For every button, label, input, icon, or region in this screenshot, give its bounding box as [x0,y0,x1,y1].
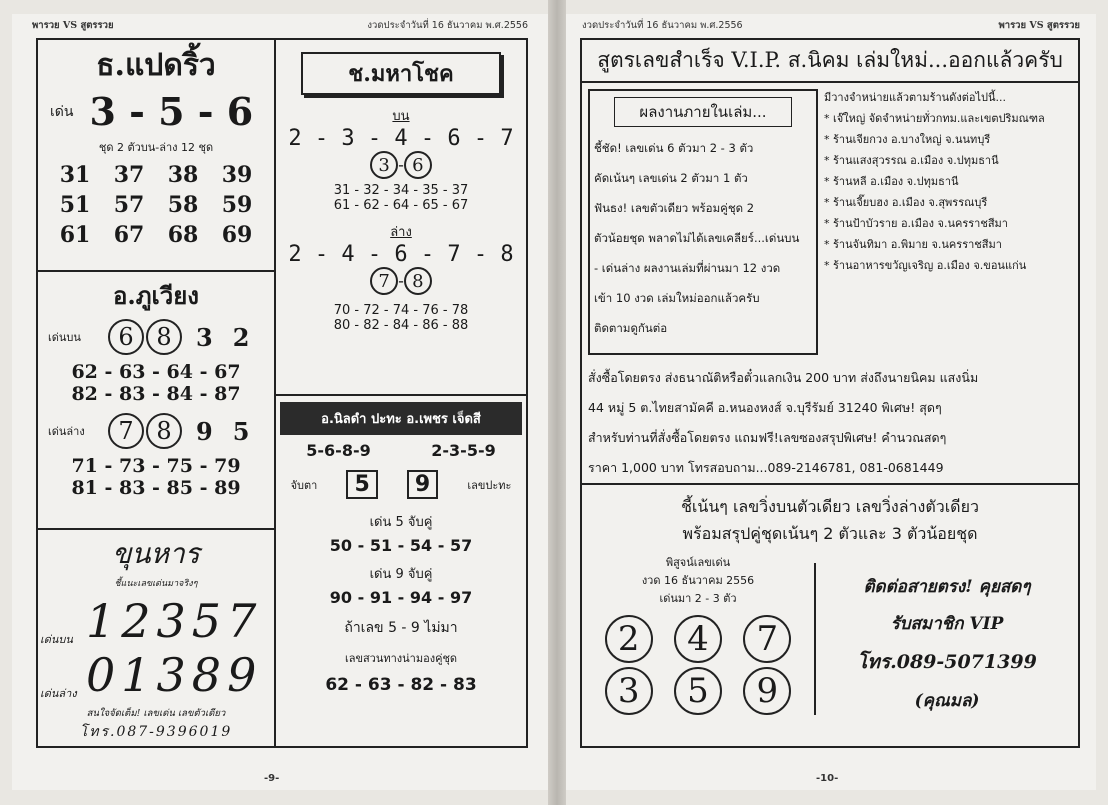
plain-digit: 9 [196,416,213,446]
proof-date: งวด 16 ธันวาคม 2556 [641,574,755,587]
ad-frame [580,38,1080,748]
lead9-label: เด่น 9 จับคู่ [369,567,433,582]
order-lines [582,363,1078,485]
top-label: บน [392,109,410,124]
top-circled: 3 - 6 [276,151,526,179]
bottom-pairs-2: 80 - 82 - 84 - 86 - 88 [333,318,469,333]
section-title: ขุนหาร [112,537,200,570]
order-line: ราคา 1,000 บาท โทรสอบถาม...089-2146781, 081-0681449 [588,460,944,475]
pair-value: 58 [167,192,199,218]
shop-lines [824,110,1072,274]
top-pairs-2: 61 - 62 - 64 - 65 - 67 [333,198,469,213]
pair-value: 39 [221,162,253,188]
contact-box [814,563,1078,715]
headline: สูตรเลขสำเร็จ V.I.P. ส.นิคม เล่มใหม่...ออกแล้วครับ [582,40,1078,83]
proof-circle: 7 [743,615,791,663]
lead9-line: 90 - 91 - 94 - 97 [329,588,473,607]
inner-line: คัดเน้นๆ เลขเด่น 2 ตัวมา 1 ตัว [594,171,748,185]
pair-row [48,192,264,218]
lead5-line: 50 - 51 - 54 - 57 [329,536,473,555]
bottom-circled: 7 - 8 [276,267,526,295]
shop-item: * ร้านหลี อ.เมือง จ.ปทุมธานี [824,175,959,189]
shops-intro: มีวางจำหน่ายแล้วตามร้านดังต่อไปนี้... [824,91,1006,104]
banner: อ.นิลดำ ปะทะ อ.เพชร เจ็ดสี [280,402,522,435]
plain-digit: 5 [232,416,250,446]
right-set: 2-3-5-9 [431,441,496,460]
inner-lines [594,133,812,343]
order-line: สั่งซื้อโดยตรง ส่งธนาณัติหรือตั๋วแลกเงิน 200 บาท ส่งถึงนายนิคม แสงนิ่ม [588,370,979,385]
inner-title: ผลงานภายในเล่ม... [614,97,792,127]
circled-digit: 8 [146,319,182,355]
section-khunhan [38,532,274,754]
catch-suffix: เลขปะทะ [467,478,512,492]
inner-line: - เด่นล่าง ผลงานเล่มที่ผ่านมา 12 งวด [594,261,781,275]
page-gutter [548,0,566,805]
pair-value: 67 [113,222,145,248]
inner-line: เข้า 10 งวด เล่มใหม่ออกแล้วครับ [594,291,760,305]
circled-digit: 6 [404,151,432,179]
top-line-2: 82 - 83 - 84 - 87 [71,383,241,405]
proof-box [582,553,814,715]
proof-sub: เด่นมา 2 - 3 ตัว [659,592,737,605]
circled-digit: 7 [370,267,398,295]
phone: โทร.087-9396019 [79,724,233,740]
page-number: -9- [264,773,280,784]
shop-item: * ร้านเจียกวง อ.บางใหญ่ จ.นนทบุรี [824,133,991,147]
section-title: ธ.แปดริ้ว [96,48,216,83]
top-label: เด่นบน [40,633,73,646]
bottom-line-2: 81 - 83 - 85 - 89 [71,477,241,499]
pair-value: 61 [59,222,91,248]
pair-row [48,162,264,188]
plain-digit: 2 [232,322,250,352]
right-column [276,38,528,748]
pair-grid [38,162,274,248]
proof-circle: 3 [605,667,653,715]
inner-line: ตัวน้อยชุด พลาดไม่ได้เลขเคลียร์...เด่นบน [594,231,800,245]
section-versus [276,402,526,764]
top-pairs-1: 31 - 32 - 34 - 35 - 37 [333,183,469,198]
proof-circle: 4 [674,615,722,663]
proof-circle: 2 [605,615,653,663]
lead-numbers: 3 - 5 - 6 [89,89,254,134]
page-number: -10- [816,773,839,784]
inner-line: ฟันธง! เลขตัวเดียว พร้อมคู่ชุด 2 [594,201,755,215]
header-left: พารวย VS สูตรรวย [32,20,114,31]
contact-name: (คุณมล) [914,691,980,711]
guard-label: เลขสวนทางน่ามองคู่ชุด [344,652,458,665]
section-mahachok [276,52,526,396]
inner-line: ติดตามดูกันต่อ [594,321,668,335]
section-phuwiang [38,276,274,530]
left-set: 5-6-8-9 [306,441,371,460]
footer-note: สนใจจัดเต็ม! เลขเด่น เลขตัวเดียว [86,708,226,719]
lead5-label: เด่น 5 จับคู่ [369,515,433,530]
shop-item: * ร้านอาหารขวัญเจริญ อ.เมือง จ.ขอนแก่น [824,259,1027,273]
page-10 [566,14,1096,790]
section-title: ช.มหาโชค [301,52,501,95]
pair-value: 68 [167,222,199,248]
bottom-value: 01389 [86,648,263,702]
tagline: ชี้แนะเลขเด่นมาจริงๆ [114,579,198,589]
top-line-1: 62 - 63 - 64 - 67 [71,361,241,383]
shop-item: * ร้านแสงสุวรรณ อ.เมือง จ.ปทุมธานี [824,154,999,168]
circled-digit: 3 [370,151,398,179]
pair-value: 59 [221,192,253,218]
shop-item: * ร้านจันทิมา อ.พิมาย จ.นครราชสีมา [824,238,1002,252]
bottom-label: เด่นล่าง [40,687,77,700]
bottom-pairs-1: 70 - 72 - 74 - 76 - 78 [333,303,469,318]
inner-line: ชี้ชัด! เลขเด่น 6 ตัวมา 2 - 3 ตัว [594,141,754,155]
bottom-label: เด่นล่าง [48,425,85,438]
pair-row [48,222,264,248]
top-label: เด่นบน [48,331,81,344]
inner-box [588,89,818,355]
left-column [36,38,276,748]
pair-value: 51 [59,192,91,218]
contact-phone: โทร.089-5071399 [857,651,1037,673]
shop-item: * ร้านป้าบัวราย อ.เมือง จ.นครราชสีมา [824,217,1008,231]
promo-line-1: ชี้เน้นๆ เลขวิ่งบนตัวเดียว เลขวิ่งล่างตัวเดียว [681,497,979,516]
bottom-label: ล่าง [390,225,412,240]
guard-line: 62 - 63 - 82 - 83 [325,675,477,695]
page-9 [12,14,548,790]
header-right: พารวย VS สูตรรวย [998,20,1080,31]
shop-item: * เจ๊ใหญ่ จัดจำหน่ายทั่วกทม.และเขตปริมณฑล [824,112,1045,126]
if-line: ถ้าเลข 5 - 9 ไม่มา [344,620,458,636]
pair-value: 37 [113,162,145,188]
pair-value: 57 [113,192,145,218]
promo-line-2: พร้อมสรุปคู่ชุดเน้นๆ 2 ตัวและ 3 ตัวน้อยชุด [682,524,978,543]
top-value: 12357 [86,594,263,648]
circled-digit: 6 [108,319,144,355]
header-right: งวดประจำวันที่ 16 ธันวาคม พ.ศ.2556 [367,20,528,31]
pair-value: 31 [59,162,91,188]
shop-list [818,83,1078,363]
header-left: งวดประจำวันที่ 16 ธันวาคม พ.ศ.2556 [582,20,743,31]
proof-title: พิสูจน์เลขเด่น [665,556,731,569]
order-line: 44 หมู่ 5 ต.ไทยสามัคคี อ.หนองหงส์ จ.บุรีรัมย์ 31240 พิเศษ! สุดๆ [588,400,942,415]
bottom-line-1: 71 - 73 - 75 - 79 [71,455,241,477]
section-paetriew [38,42,274,272]
contact-line-1: ติดต่อสายตรง! คุยสดๆ [863,577,1031,597]
catch-label: จับตา [290,478,318,492]
section-title: อ.ภูเวียง [112,281,200,310]
shop-item: * ร้านเจี๊ยบฮง อ.เมือง จ.สุพรรณบุรี [824,196,988,210]
bottom-line: 2 - 4 - 6 - 7 - 8 [288,242,514,267]
catch-a: 5 [346,470,377,499]
catch-b: 9 [407,470,438,499]
contact-line-2: รับสมาชิก VIP [890,614,1004,634]
pair-value: 38 [167,162,199,188]
sub-caption: ชุด 2 ตัวบน-ล่าง 12 ชุด [98,141,214,154]
top-line: 2 - 3 - 4 - 6 - 7 [288,126,514,151]
plain-digit: 3 [196,322,213,352]
circled-digit: 8 [146,413,182,449]
proof-circles [582,607,814,715]
circled-digit: 7 [108,413,144,449]
lead-label: เด่น [50,103,74,120]
proof-circle: 5 [674,667,722,715]
order-line: สำหรับท่านที่สั่งซื้อโดยตรง แถมฟรี!เลขซองสรุปพิเศษ! คำนวณสดๆ [588,430,947,445]
proof-circle: 9 [743,667,791,715]
pair-value: 69 [221,222,253,248]
circled-digit: 8 [404,267,432,295]
